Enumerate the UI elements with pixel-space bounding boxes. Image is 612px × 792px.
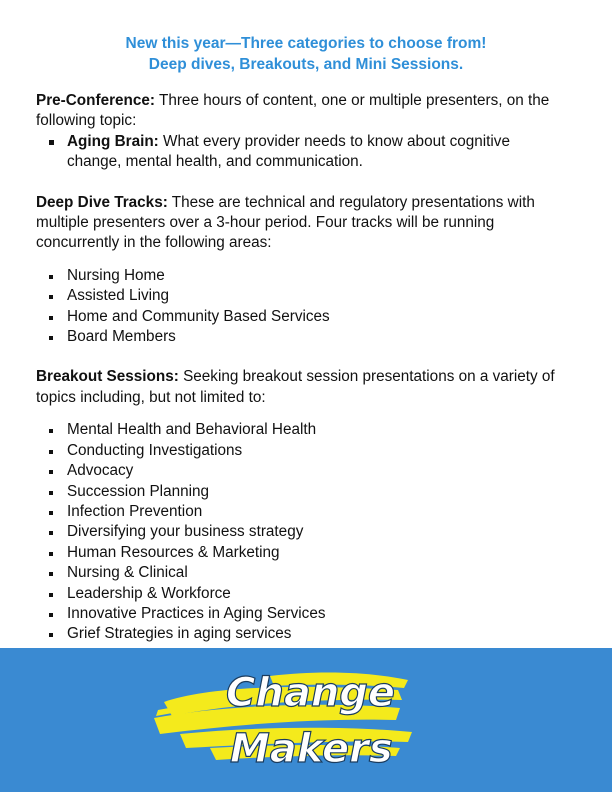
logo-makers-text: Makers [230, 726, 393, 772]
list-item: Assisted Living [36, 286, 576, 306]
breakout-list [36, 420, 576, 644]
list-item: Nursing & Clinical [36, 563, 576, 583]
headline-line-2: Deep dives, Breakouts, and Mini Sessions. [148, 56, 464, 73]
breakout-label: Breakout Sessions: [36, 368, 179, 386]
main-content [36, 91, 576, 645]
breakout-text: Seeking breakout session presentations on a variety of topics including, but not limited to: [36, 368, 555, 406]
list-item: Mental Health and Behavioral Health [36, 420, 576, 440]
preconference-text: Three hours of content, one or multiple presenters, on the following topic: [36, 92, 550, 130]
list-item: Board Members [36, 327, 576, 347]
change-makers-logo [150, 656, 462, 786]
deep-dive-label: Deep Dive Tracks: [36, 193, 168, 211]
list-item: Innovative Practices in Aging Services [36, 604, 576, 624]
list-item: Nursing Home [36, 266, 576, 286]
list-item: Home and Community Based Services [36, 307, 576, 327]
list-item: Human Resources & Marketing [36, 543, 576, 563]
preconference-label: Pre-Conference: [36, 92, 156, 109]
list-item: Advocacy [36, 461, 576, 481]
list-item [36, 132, 576, 173]
topic-label: Aging Brain: [67, 132, 159, 150]
list-item: Diversifying your business strategy [36, 522, 576, 542]
deep-dive-list [36, 266, 576, 348]
list-item: Infection Prevention [36, 502, 576, 522]
preconference-paragraph [36, 91, 576, 132]
list-item: Conducting Investigations [36, 441, 576, 461]
headline-line-1: New this year—Three categories to choose from! [125, 35, 487, 52]
list-item: Succession Planning [36, 482, 576, 502]
preconference-topic-list [36, 132, 576, 173]
breakout-paragraph [36, 367, 576, 408]
headline [0, 33, 612, 75]
list-item: Grief Strategies in aging services [36, 624, 576, 644]
topic-text: What every provider needs to know about cognitive change, mental health, and communication. [67, 132, 510, 171]
footer-banner [0, 648, 612, 792]
deep-dive-text: These are technical and regulatory presentations with multiple presenters over a 3-hour period. Four tracks will be running concurrently in the following areas: [36, 193, 535, 252]
logo-change-text: Change [226, 670, 396, 716]
list-item: Leadership & Workforce [36, 584, 576, 604]
deep-dive-paragraph [36, 193, 576, 254]
